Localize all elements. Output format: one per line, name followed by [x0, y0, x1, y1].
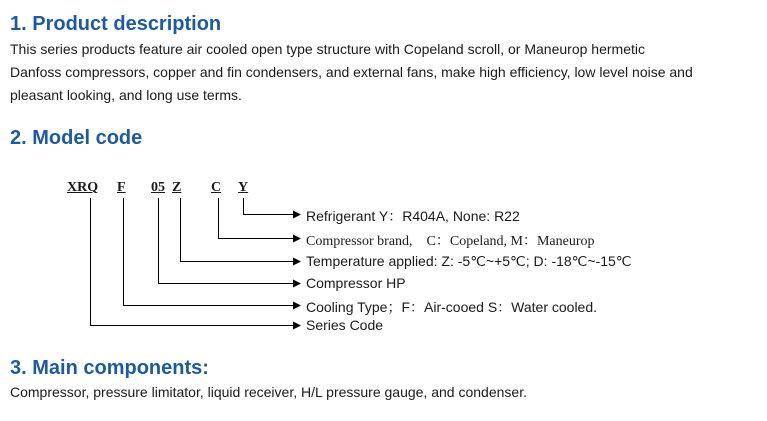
- section-1-body-line-3: pleasant looking, and long use terms.: [10, 87, 242, 103]
- connector-temperature: [181, 198, 301, 262]
- label-series-code: Series Code: [306, 317, 384, 333]
- label-cooling-type: Cooling Type；F：Air-cooed S：Water cooled.: [306, 299, 598, 315]
- label-compressor-hp: Compressor HP: [306, 275, 406, 291]
- code-segment-refrigerant: Y: [238, 180, 249, 195]
- section-1-body-line-1: This series products feature air cooled open type structure with Copeland scroll, or Maneurop hermetic: [10, 41, 645, 57]
- code-segment-hp: 05: [151, 180, 165, 195]
- label-compressor-brand: Compressor brand, C：Copeland, M：Maneurop: [306, 234, 595, 249]
- connector-brand: [219, 198, 301, 239]
- section-3-body: Compressor, pressure limitator, liquid receiver, H/L pressure gauge, and condenser.: [10, 384, 527, 400]
- section-2-heading: 2. Model code: [10, 127, 143, 149]
- section-1-body-line-2: Danfoss compressors, copper and fin condensers, and external fans, make high efficiency, low level noise and: [10, 64, 693, 80]
- label-refrigerant: Refrigerant Y：R404A, None: R22: [306, 208, 520, 224]
- section-1-heading: 1. Product description: [10, 13, 222, 35]
- section-3-heading: 3. Main components:: [10, 357, 209, 379]
- code-segment-cooling: F: [117, 180, 126, 195]
- code-segment-temperature: Z: [172, 180, 182, 195]
- code-segment-brand: C: [211, 180, 222, 195]
- code-segment-series: XRQ: [67, 180, 99, 195]
- connector-hp: [159, 198, 301, 284]
- label-temperature: Temperature applied: Z: -5℃~+5℃; D: -18℃~-15℃: [306, 253, 632, 269]
- connector-refrigerant: [244, 198, 301, 215]
